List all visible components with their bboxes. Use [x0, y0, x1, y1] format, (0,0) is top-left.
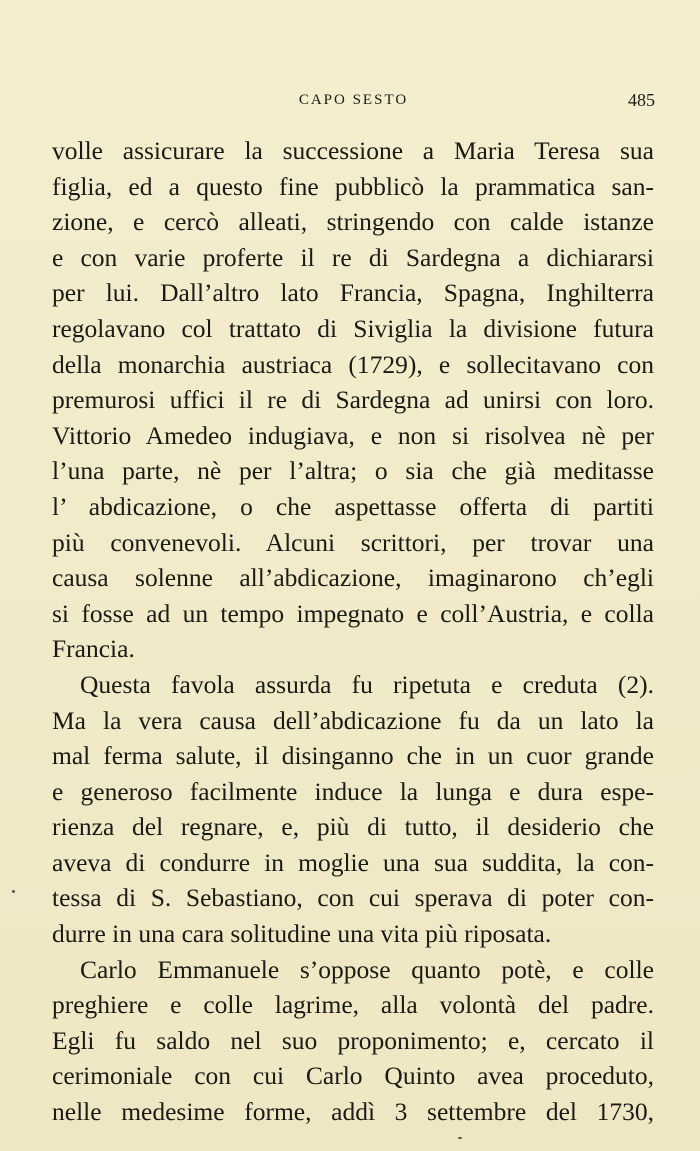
paragraph-start-line: Questa favola assurda fu ripetuta e creduta (2).	[80, 669, 654, 699]
text-line: regolavano col trattato di Siviglia la divisione futura	[52, 313, 654, 343]
text-line: zione, e cercò alleati, stringendo con calde istanze	[52, 207, 654, 237]
text-line: più convenevoli. Alcuni scrittori, per trovar una	[52, 527, 654, 557]
text-line: figlia, ed a questo fine pubblicò la prammatica san-	[52, 171, 654, 201]
page-number: 485	[628, 90, 655, 110]
text-line: premurosi uffici il re di Sardegna ad unirsi con loro.	[52, 385, 654, 415]
text-line: Ma la vera causa dell’abdicazione fu da un lato la	[52, 705, 654, 735]
text-line: preghiere e colle lagrime, alla volontà del padre.	[52, 990, 654, 1020]
running-title: CAPO SESTO	[298, 92, 409, 108]
text-line: volle assicurare la successione a Maria Teresa sua	[52, 136, 654, 165]
text-line: aveva di condurre in moglie una sua suddita, la con-	[52, 847, 654, 877]
paper-speck	[12, 890, 15, 893]
text-line: mal ferma salute, il disinganno che in un cuor grande	[52, 741, 654, 771]
text-line: Egli fu saldo nel suo proponimento; e, cercato il	[52, 1025, 654, 1055]
paragraph-end-line: durre in una cara solitudine una vita più riposata.	[52, 919, 552, 949]
text-line: l’ abdicazione, o che aspettasse offerta di partiti	[52, 491, 654, 521]
text-line: cerimoniale con cui Carlo Quinto avea proceduto,	[52, 1061, 654, 1091]
text-line: causa solenne all’abdicazione, imaginarono ch’egli	[52, 563, 654, 593]
text-line: rienza del regnare, e, più di tutto, il desiderio che	[52, 812, 654, 842]
paper-speck	[458, 1137, 462, 1139]
text-line: tessa di S. Sebastiano, con cui sperava di poter con-	[52, 883, 654, 913]
text-line: nelle medesime forme, addì 3 settembre del 1730,	[52, 1097, 654, 1127]
text-line: si fosse ad un tempo impegnato e coll’Austria, e colla	[52, 598, 654, 628]
body-text	[52, 133, 654, 1130]
text-line: Vittorio Amedeo indugiava, e non si risolvea nè per	[52, 420, 654, 450]
text-line: l’una parte, nè per l’altra; o sia che già meditasse	[52, 456, 654, 486]
running-head	[52, 92, 655, 114]
text-line: per lui. Dall’altro lato Francia, Spagna, Inghilterra	[52, 278, 654, 308]
text-line: della monarchia austriaca (1729), e sollecitavano con	[52, 349, 654, 379]
paragraph-start-line: Carlo Emmanuele s’oppose quanto potè, e colle	[80, 954, 654, 984]
paragraph-end-line: Francia.	[52, 634, 135, 664]
text-line: e con varie proferte il re di Sardegna a dichiararsi	[52, 242, 654, 272]
text-line: e generoso facilmente induce la lunga e dura espe-	[52, 776, 654, 806]
